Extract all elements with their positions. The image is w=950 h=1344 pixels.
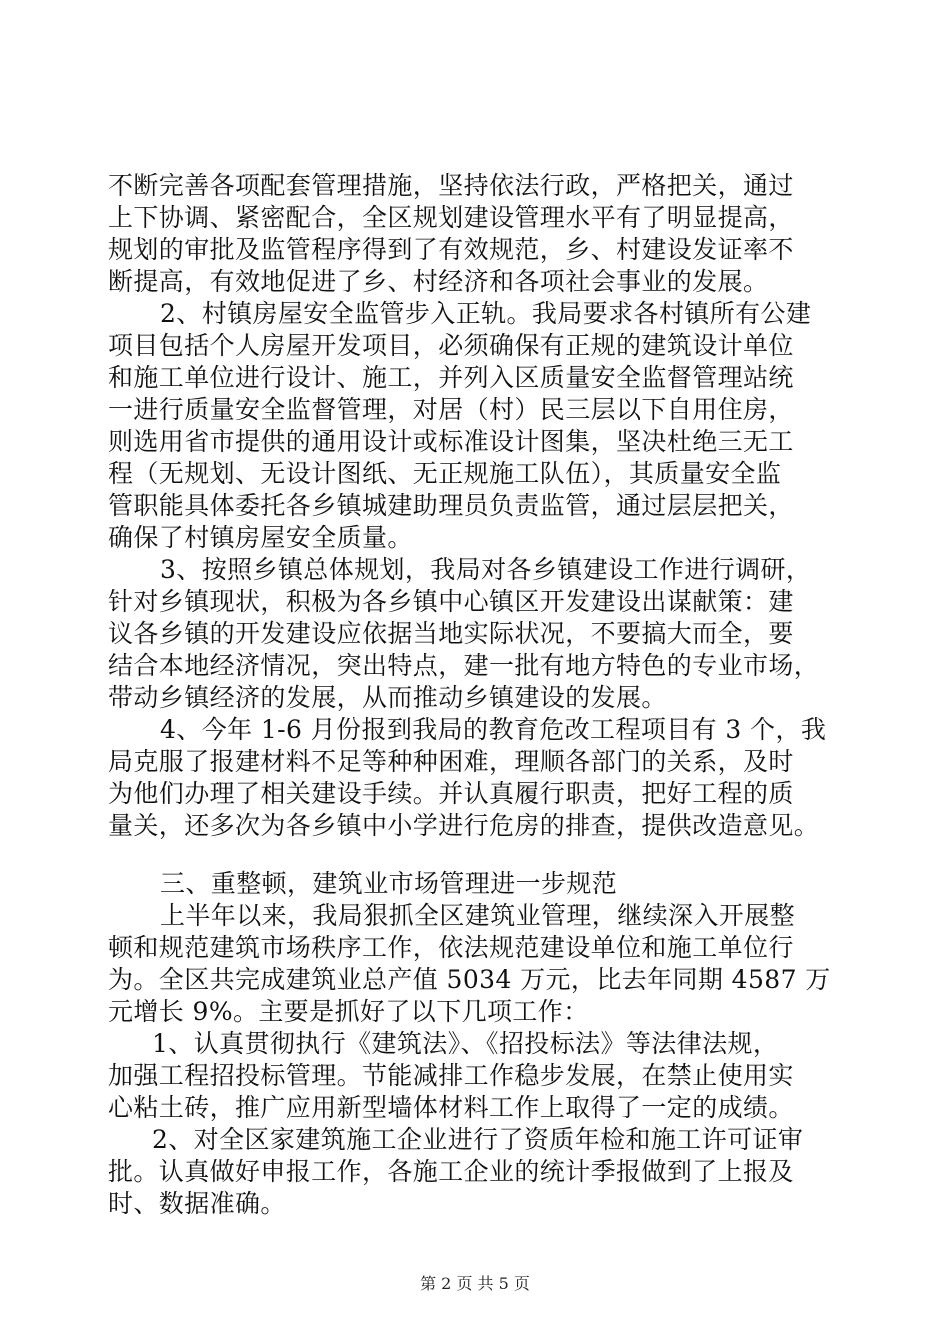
paragraph-spacer	[108, 842, 838, 868]
text-line: 不断完善各项配套管理措施，坚持依法行政，严格把关，通过	[108, 171, 794, 200]
text-line: 程（无规划、无设计图纸、无正规施工队伍），其质量安全监	[108, 459, 782, 488]
text-line: 确保了村镇房屋安全质量。	[108, 523, 413, 552]
text-line: 上半年以来，我局狠抓全区建筑业管理，继续深入开展整	[160, 901, 796, 930]
text-line: 管职能具体委托各乡镇城建助理员负责监管，通过层层把关，	[108, 491, 794, 520]
text-line: 元增长 9%。主要是抓好了以下几项工作：	[108, 997, 589, 1026]
paragraph-village-housing-safety	[108, 298, 838, 554]
paragraph-qualification-inspection	[108, 1124, 838, 1220]
text-line: 量关，还多次为各乡镇中小学进行危房的排查，提供改造意见。	[108, 811, 820, 840]
paragraph-education-projects	[108, 714, 838, 842]
paragraph-bidding-law	[108, 1028, 838, 1124]
text-line: 局克服了报建材料不足等种种困难，理顺各部门的关系，及时	[108, 747, 794, 776]
paragraph-construction-market	[108, 900, 838, 1028]
paragraph-planning-management	[108, 170, 838, 298]
text-line: 2、村镇房屋安全监管步入正轨。我局要求各村镇所有公建	[160, 299, 812, 328]
text-line: 针对乡镇现状，积极为各乡镇中心镇区开发建设出谋献策：建	[108, 587, 794, 616]
document-body	[108, 170, 838, 1220]
text-line: 加强工程招投标管理。节能减排工作稳步发展，在禁止使用实	[108, 1061, 794, 1090]
text-line: 为他们办理了相关建设手续。并认真履行职责，把好工程的质	[108, 779, 794, 808]
text-line: 顿和规范建筑市场秩序工作，依法规范建设单位和施工单位行	[108, 933, 794, 962]
text-line: 3、按照乡镇总体规划，我局对各乡镇建设工作进行调研，	[160, 555, 812, 584]
text-line: 批。认真做好申报工作，各施工企业的统计季报做到了上报及	[108, 1157, 794, 1186]
paragraph-township-planning	[108, 554, 838, 714]
text-line: 议各乡镇的开发建设应依据当地实际状况，不要搞大而全，要	[108, 619, 794, 648]
text-line: 2、对全区家建筑施工企业进行了资质年检和施工许可证审	[152, 1125, 804, 1154]
text-line: 上下协调、紧密配合，全区规划建设管理水平有了明显提高，	[108, 203, 794, 232]
text-line: 项目包括个人房屋开发项目，必须确保有正规的建筑设计单位	[108, 331, 794, 360]
text-line: 心粘土砖，推广应用新型墙体材料工作上取得了一定的成绩。	[108, 1093, 794, 1122]
page-number-footer: 第 2 页 共 5 页	[420, 1274, 530, 1293]
section-heading: 三、重整顿，建筑业市场管理进一步规范	[160, 869, 618, 898]
text-line: 带动乡镇经济的发展，从而推动乡镇建设的发展。	[108, 683, 667, 712]
text-line: 1、认真贯彻执行《建筑法》、《招投标法》等法律法规，	[152, 1029, 779, 1058]
text-line: 时、数据准确。	[108, 1189, 286, 1218]
text-line: 断提高，有效地促进了乡、村经济和各项社会事业的发展。	[108, 267, 769, 296]
text-line: 结合本地经济情况，突出特点，建一批有地方特色的专业市场，	[108, 651, 820, 680]
text-line: 为。全区共完成建筑业总产值 5034 万元，比去年同期 4587 万	[108, 965, 831, 994]
text-line: 和施工单位进行设计、施工，并列入区质量安全监督管理站统	[108, 363, 794, 392]
text-line: 规划的审批及监管程序得到了有效规范，乡、村建设发证率不	[108, 235, 794, 264]
text-line: 则选用省市提供的通用设计或标准设计图集，坚决杜绝三无工	[108, 427, 794, 456]
text-line: 4、今年 1-6 月份报到我局的教育危改工程项目有 3 个，我	[160, 715, 827, 744]
text-line: 一进行质量安全监督管理，对居（村）民三层以下自用住房，	[108, 395, 794, 424]
